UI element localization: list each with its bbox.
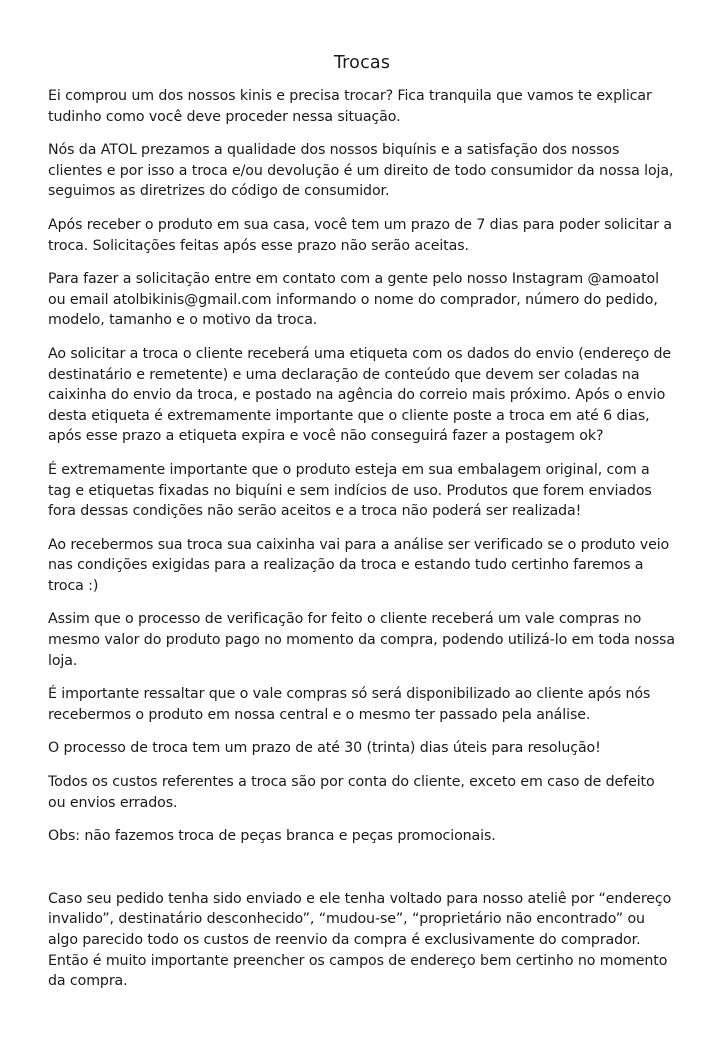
paragraph-costs: Todos os custos referentes a troca são por conta do cliente, exceto em caso de defeito ou envios errados. <box>48 774 655 811</box>
paragraph-intro: Ei comprou um dos nossos kinis e precisa trocar? Fica tranquila que vamos te explicar tudinho como você deve proceder nessa situação. <box>48 88 652 125</box>
paragraph-returned-orders: Caso seu pedido tenha sido enviado e ele tenha voltado para nosso ateliê por “endereço invalido”, destinatário desconhecido”, “mudou-se”, “proprietário não encontrado” ou algo parecido todo os custos de reenvio da compra é exclusivamente do comprador. Então é muito importante preencher os campos de endereço bem certinho no momento da compra. <box>48 890 672 990</box>
paragraph-original-packaging: É extremamente importante que o produto esteja em sua embalagem original, com a tag e etiquetas fixadas no biquíni e sem indícios de uso. Produtos que forem enviados fora dessas condições não serão aceitos e a troca não poderá ser realizada! <box>48 461 652 520</box>
paragraph-voucher: Assim que o processo de verificação for feito o cliente receberá um vale compras no mesmo valor do produto pago no momento da compra, podendo utilizá-lo em toda nossa loja. <box>48 611 675 669</box>
paragraph-voucher-availability: É importante ressaltar que o vale compras só será disponibilizado ao cliente após nós recebermos o produto em nossa central e o mesmo ter passado pela análise. <box>48 686 651 723</box>
paragraph-resolution-time: O processo de troca tem um prazo de até 30 (trinta) dias úteis para resolução! <box>48 740 601 757</box>
paragraph-shipping-label: Ao solicitar a troca o cliente receberá uma etiqueta com os dados do envio (endereço de destinatário e remetente) e uma declaração de conteúdo que devem ser coladas na caixinha do envio da troca, e postado na agência do correio mais próximo. Após o envio desta etiqueta é extremamente importante que o cliente poste a troca em até 6 dias, após esse prazo a etiqueta expira e você não conseguirá fazer a postagem ok? <box>48 345 671 445</box>
document-page <box>48 50 676 1005</box>
paragraph-obs: Obs: não fazemos troca de peças branca e peças promocionais. <box>48 828 496 845</box>
page-title: Trocas <box>333 53 391 73</box>
paragraph-analysis: Ao recebermos sua troca sua caixinha vai para a análise ser verificado se o produto veio nas condições exigidas para a realização da troca e estando tudo certinho faremos a troca :) <box>48 536 670 594</box>
section-spacer <box>48 860 676 889</box>
paragraph-how-to-request: Para fazer a solicitação entre em contato com a gente pelo nosso Instagram @amoatol ou email atolbikinis@gmail.com informando o nome do comprador, número do pedido, modelo, tamanho e o motivo da troca. <box>48 271 659 329</box>
paragraph-deadline: Após receber o produto em sua casa, você tem um prazo de 7 dias para poder solicitar a troca. Solicitações feitas após esse prazo não serão aceitas. <box>48 216 672 254</box>
paragraph-atol-quality: Nós da ATOL prezamos a qualidade dos nossos biquínis e a satisfação dos nossos clientes e por isso a troca e/ou devolução é um direito de todo consumidor da nossa loja, seguimos as diretrizes do código de consumidor. <box>48 142 674 200</box>
